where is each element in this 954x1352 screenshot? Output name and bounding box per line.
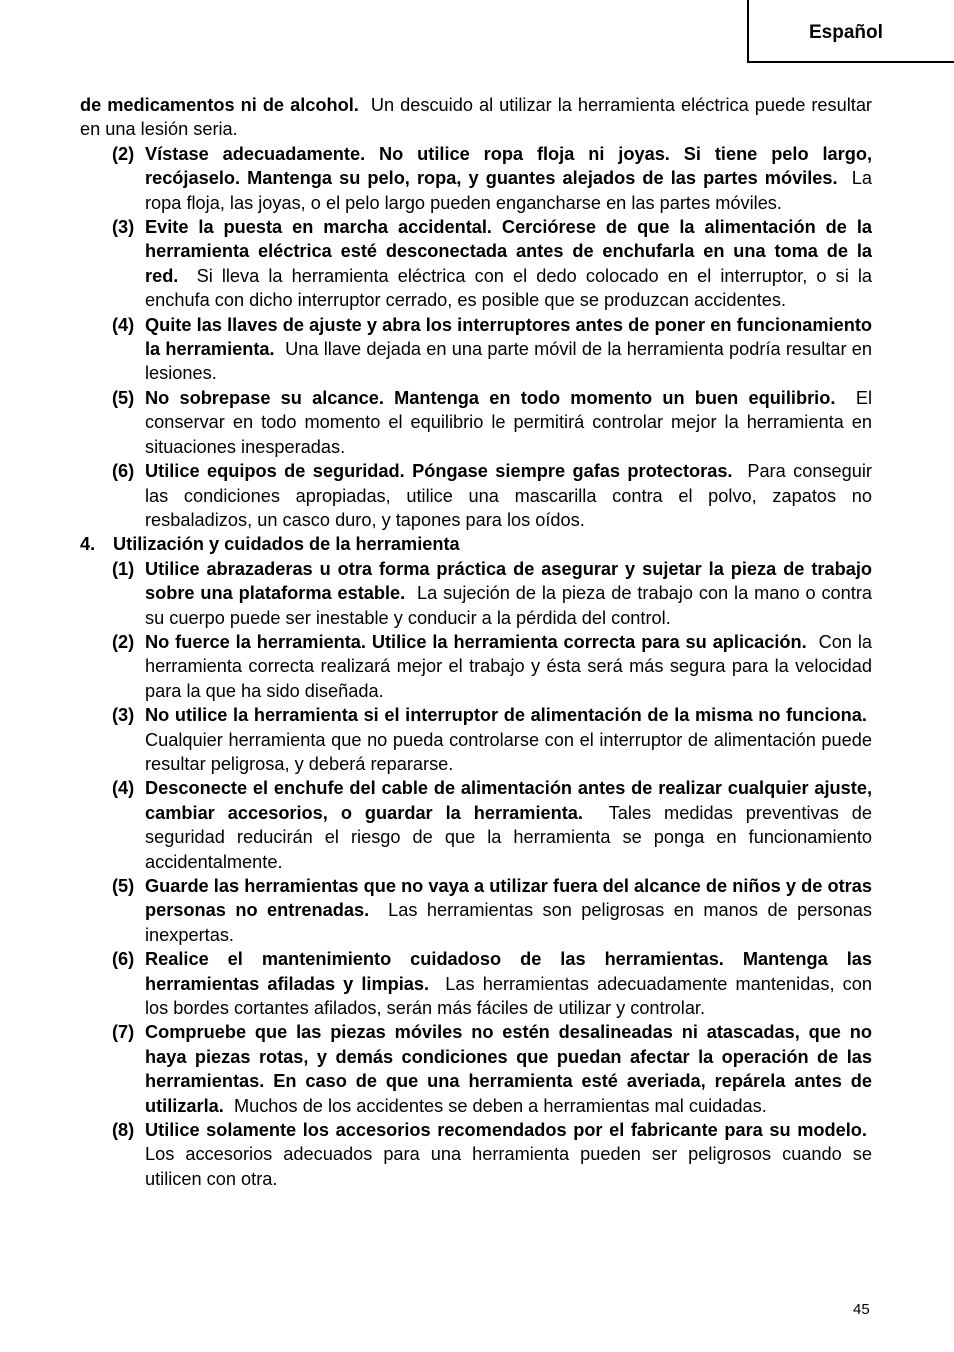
list-item: [80, 557, 872, 630]
item-bold-instruction: Quite las llaves de ajuste y abra los interruptores antes de poner en funcionamiento la herramienta.: [145, 314, 872, 360]
section-4-number: 4.: [80, 534, 96, 555]
item-explanation: Muchos de los accidentes se deben a herramientas mal cuidadas.: [233, 1095, 767, 1116]
item-bold-instruction: Utilice equipos de seguridad. Póngase siempre gafas protectoras.: [145, 461, 733, 482]
item-explanation: La sujeción de la pieza de trabajo con la mano o contra su cuerpo puede ser inestable y conducir a la pérdida del control.: [145, 583, 873, 628]
list-item: [80, 142, 872, 215]
item-bold-instruction: Realice el mantenimiento cuidadoso de las herramientas. Mantenga las herramientas afiladas y limpias.: [145, 949, 872, 994]
item-explanation: Con la herramienta correcta realizará mejor el trabajo y ésta será más segura para la velocidad para la que ha sido diseñada.: [145, 631, 873, 701]
item-number: (6): [112, 949, 135, 970]
item-number: (3): [112, 705, 135, 726]
intro-paragraph: [80, 93, 872, 142]
item-explanation: Los accesorios adecuados para una herramienta pueden ser peligrosos cuando se utilicen con otra.: [145, 1144, 872, 1189]
item-number: (4): [112, 778, 135, 799]
item-bold-instruction: Guarde las herramientas que no vaya a utilizar fuera del alcance de niños y de otras personas no entrenadas.: [145, 876, 872, 921]
item-bold-instruction: Utilice solamente los accesorios recomendados por el fabricante para su modelo.: [145, 1120, 867, 1141]
item-explanation: Las herramientas adecuadamente mantenidas, con los bordes cortantes afilados, serán más fáciles de utilizar y controlar.: [145, 973, 872, 1019]
item-number: (2): [112, 143, 135, 164]
list-item: [80, 776, 872, 874]
item-explanation: Si lleva la herramienta eléctrica con el dedo colocado en el interruptor, o si la enchufa con dicho interruptor cerrado, es posible que se produzcan accidentes.: [145, 265, 872, 311]
list-item: [80, 1118, 872, 1191]
item-bold-instruction: Vístase adecuadamente. No utilice ropa floja ni joyas. Si tiene pelo largo, recójaselo. Mantenga su pelo, ropa, y guantes alejados de las partes móviles.: [145, 143, 872, 189]
item-bold-instruction: No utilice la herramienta si el interruptor de alimentación de la misma no funciona.: [145, 705, 867, 726]
page-number: 45: [853, 1301, 870, 1318]
item-number: (8): [112, 1120, 135, 1141]
section-4-title: Utilización y cuidados de la herramienta: [113, 534, 460, 555]
item-number: (5): [112, 387, 135, 408]
list-item: [80, 874, 872, 947]
item-bold-instruction: Evite la puesta en marcha accidental. Cerciórese de que la alimentación de la herramienta eléctrica esté desconectada antes de enchufarla en una toma de la red.: [145, 217, 872, 286]
item-number: (1): [112, 558, 135, 579]
document-body: [80, 93, 872, 1191]
item-number: (6): [112, 461, 135, 482]
item-number: (4): [112, 314, 135, 335]
item-number: (7): [112, 1022, 135, 1043]
item-explanation: Para conseguir las condiciones apropiadas, utilice una mascarilla contra el polvo, zapatos no resbaladizos, un casco duro, y tapones para los oídos.: [145, 461, 872, 530]
item-bold-instruction: Compruebe que las piezas móviles no estén desalineadas ni atascadas, que no haya piezas rotas, y demás condiciones que puedan afectar la operación de las herramientas. En caso de que una herramienta esté averiada, repárela antes de utilizarla.: [145, 1022, 872, 1116]
list-item: [80, 947, 872, 1020]
list-item: [80, 215, 872, 313]
list-item: [80, 630, 872, 703]
language-label: Español: [809, 22, 883, 43]
item-explanation: Una llave dejada en una parte móvil de la herramienta podría resultar en lesiones.: [145, 339, 873, 384]
list-item: [80, 386, 872, 459]
item-number: (2): [112, 631, 135, 652]
item-explanation: La ropa floja, las joyas, o el pelo largo pueden engancharse en las partes móviles.: [145, 168, 872, 213]
item-bold-instruction: No sobrepase su alcance. Mantenga en todo momento un buen equilibrio.: [145, 387, 836, 408]
personal-safety-list: [80, 142, 872, 533]
intro-text: Un descuido al utilizar la herramienta eléctrica puede resultar en una lesión seria.: [80, 95, 872, 140]
item-bold-instruction: No fuerce la herramienta. Utilice la herramienta correcta para su aplicación.: [145, 631, 807, 652]
tool-use-care-list: [80, 557, 872, 1192]
list-item: [80, 313, 872, 386]
item-explanation: El conservar en todo momento el equilibrio le permitirá controlar mejor la herramienta en situaciones inesperadas.: [145, 387, 872, 457]
list-item: [80, 703, 872, 776]
item-number: (3): [112, 217, 135, 238]
item-explanation: Las herramientas son peligrosas en manos de personas inexpertas.: [145, 900, 872, 945]
section-4-heading: [80, 532, 872, 556]
item-explanation: Tales medidas preventivas de seguridad reducirán el riesgo de que la herramienta se ponga en funcionamiento accidentalmente.: [145, 802, 873, 872]
list-item: [80, 459, 872, 532]
item-bold-instruction: Utilice abrazaderas u otra forma práctica de asegurar y sujetar la pieza de trabajo sobre una plataforma estable.: [145, 558, 872, 604]
language-tab: [747, 0, 954, 63]
item-number: (5): [112, 876, 135, 896]
item-explanation: Cualquier herramienta que no pueda controlarse con el interruptor de alimentación puede resultar peligrosa, y deberá repararse.: [145, 729, 872, 774]
item-bold-instruction: Desconecte el enchufe del cable de alimentación antes de realizar cualquier ajuste, cambiar accesorios, o guardar la herramienta.: [145, 778, 872, 823]
list-item: [80, 1020, 872, 1118]
intro-bold: de medicamentos ni de alcohol.: [80, 95, 359, 115]
